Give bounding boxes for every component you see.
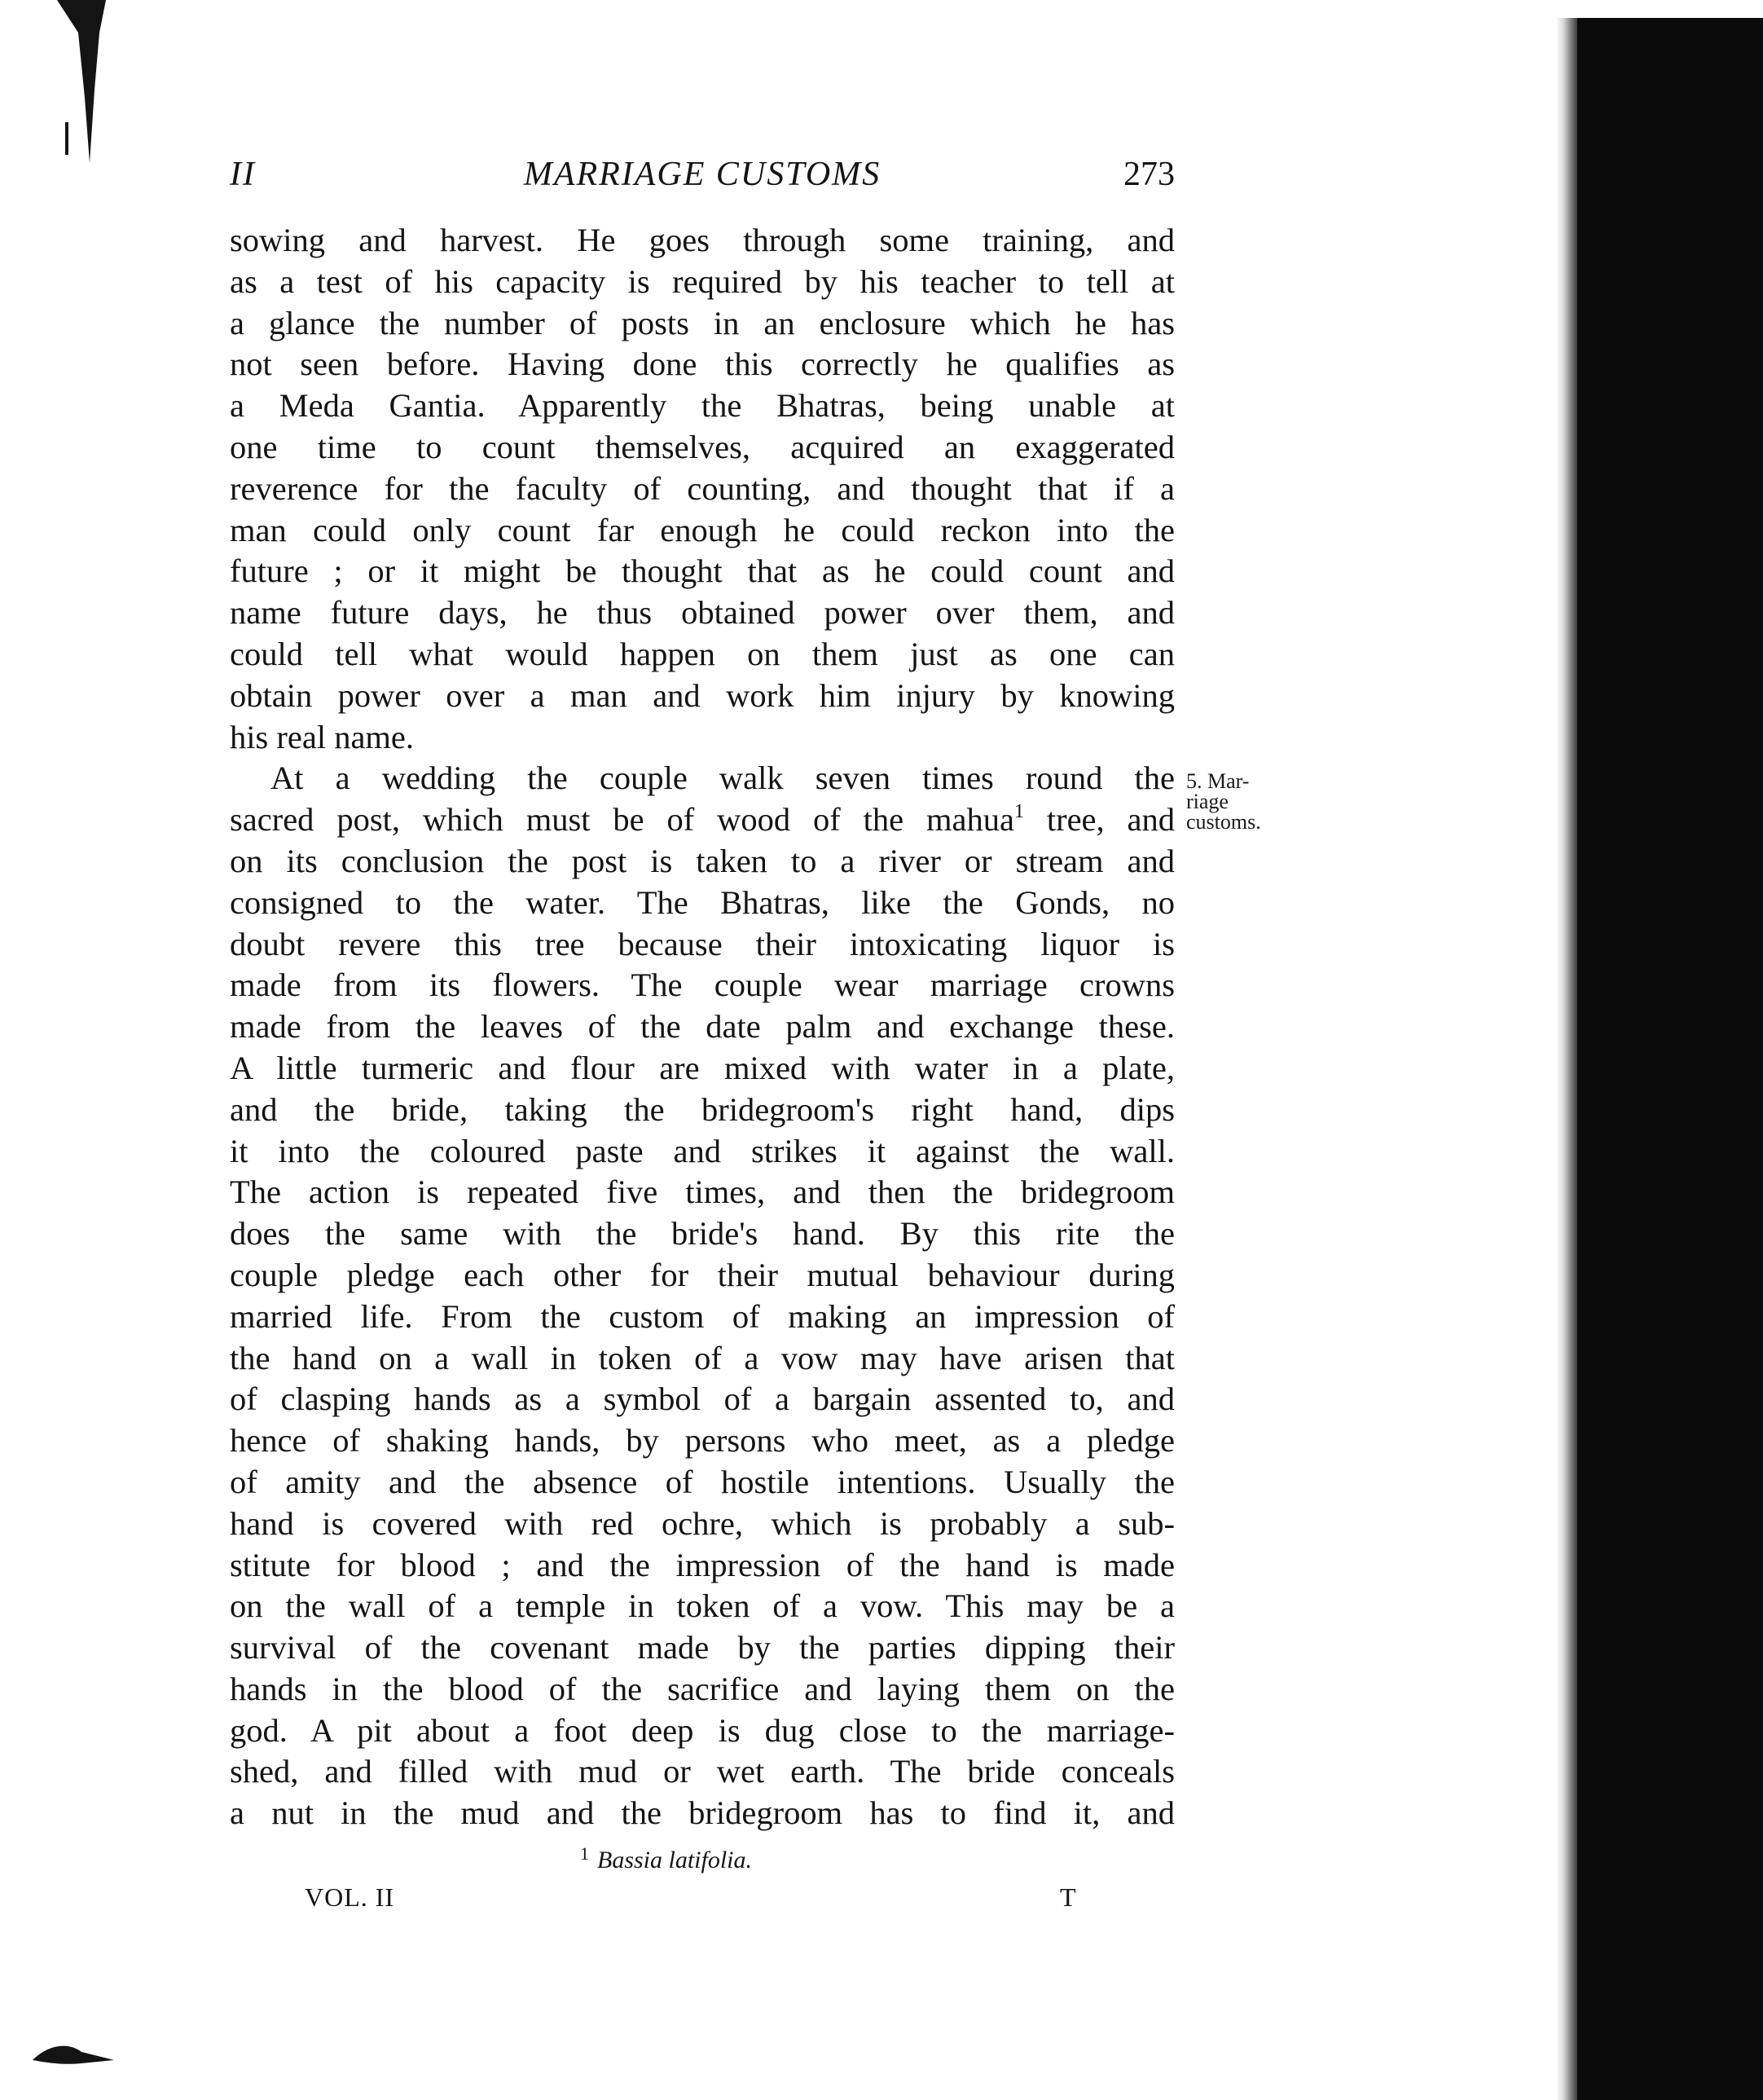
text-line: name future days, he thus obtained power over them, and [230,594,1175,632]
text-line: hand is covered with red ochre, which is probably a sub- [230,1504,1175,1542]
text-line: a Meda Gantia. Apparently the Bhatras, being unable at [230,387,1175,425]
footnote-number: 1 [580,1843,589,1864]
chapter-number: II [230,156,256,193]
text-line: on its conclusion the post is taken to a river or stream and [230,842,1175,879]
scan-edge-mark [57,0,106,196]
text-line: on the wall of a temple in token of a vow. This may be a [230,1587,1175,1625]
text-line: A little turmeric and flour are mixed with water in a plate, [230,1049,1175,1086]
text-line: could tell what would happen on them just as one can [230,635,1175,672]
text-line: sowing and harvest. He goes through some training, and [230,222,1175,258]
text-line: as a test of his capacity is required by his teacher to tell at [230,262,1175,300]
text-line: made from the leaves of the date palm and exchange these. [230,1008,1175,1046]
margin-note-line: customs. [1186,810,1261,834]
text-line: At a wedding the couple walk seven times round the [270,759,1175,797]
text-line: reverence for the faculty of counting, and thought that if a [230,469,1175,507]
text-line: hence of shaking hands, by persons who meet, as a pledge [230,1422,1175,1459]
margin-note-line: 5. Mar- [1186,769,1250,793]
page-number: 273 [1123,156,1175,193]
text-line: made from its flowers. The couple wear marriage crowns [230,966,1175,1004]
text-line: and the bride, taking the bridegroom's right hand, dips [230,1090,1175,1128]
text-line: of amity and the absence of hostile intentions. Usually the [230,1463,1175,1500]
text-line: obtain power over a man and work him injury by knowing [230,676,1175,714]
text-segment: tree, and [1023,801,1176,839]
text-line: couple pledge each other for their mutual behaviour during [230,1256,1175,1293]
text-line: it into the coloured paste and strikes it against the wall. [230,1132,1175,1169]
margin-note-line: riage [1186,790,1229,813]
running-title: MARRIAGE CUSTOMS [523,156,882,193]
body-text [230,220,1175,1834]
text-line: consigned to the water. The Bhatras, like the Gonds, no [230,883,1175,921]
text-line: does the same with the bride's hand. By this rite the [230,1215,1175,1253]
text-line: survival of the covenant made by the parties dipping their [230,1629,1175,1666]
scan-background [1577,18,1763,2100]
footnote-reference: 1 [1013,801,1024,823]
text-line: shed, and filled with mud or wet earth. The bride conceals [230,1753,1175,1790]
text-line: of clasping hands as a symbol of a bargain assented to, and [230,1380,1175,1418]
signature-letter: T [1060,1882,1076,1912]
text-line: a nut in the mud and the bridegroom has to find it, and [230,1794,1175,1832]
text-line: a glance the number of posts in an enclosure which he has [230,304,1175,341]
text-line: his real name. [230,718,415,755]
text-line: god. A pit about a foot deep is dug close to the marriage- [230,1711,1175,1749]
text-line: man could only count far enough he could reckon into the [230,511,1175,548]
footnote-text: Bassia latifolia. [597,1847,753,1873]
margin-note [1186,771,1292,832]
text-line-with-footnote [230,799,1175,841]
text-line: the hand on a wall in token of a vow may have arisen that [230,1339,1175,1376]
text-line: stitute for blood ; and the impression of the hand is made [230,1546,1175,1583]
volume-signature: VOL. II [305,1882,395,1912]
text-line: married life. From the custom of making an impression of [230,1297,1175,1335]
text-line: doubt revere this tree because their intoxicating liquor is [230,925,1175,962]
text-line: The action is repeated five times, and then the bridegroom [230,1173,1175,1211]
text-line: not seen before. Having done this correctly he qualifies as [230,346,1175,383]
text-segment: sacred post, which must be of wood of the mahua [230,801,1014,839]
text-line: one time to count themselves, acquired an exaggerated [230,428,1175,465]
text-line: future ; or it might be thought that as he could count and [230,553,1175,590]
text-line: hands in the blood of the sacrifice and laying them on the [230,1670,1175,1707]
scan-edge-mark-bottom [33,2027,114,2076]
running-head [230,155,1175,204]
footnote [580,1843,752,1874]
